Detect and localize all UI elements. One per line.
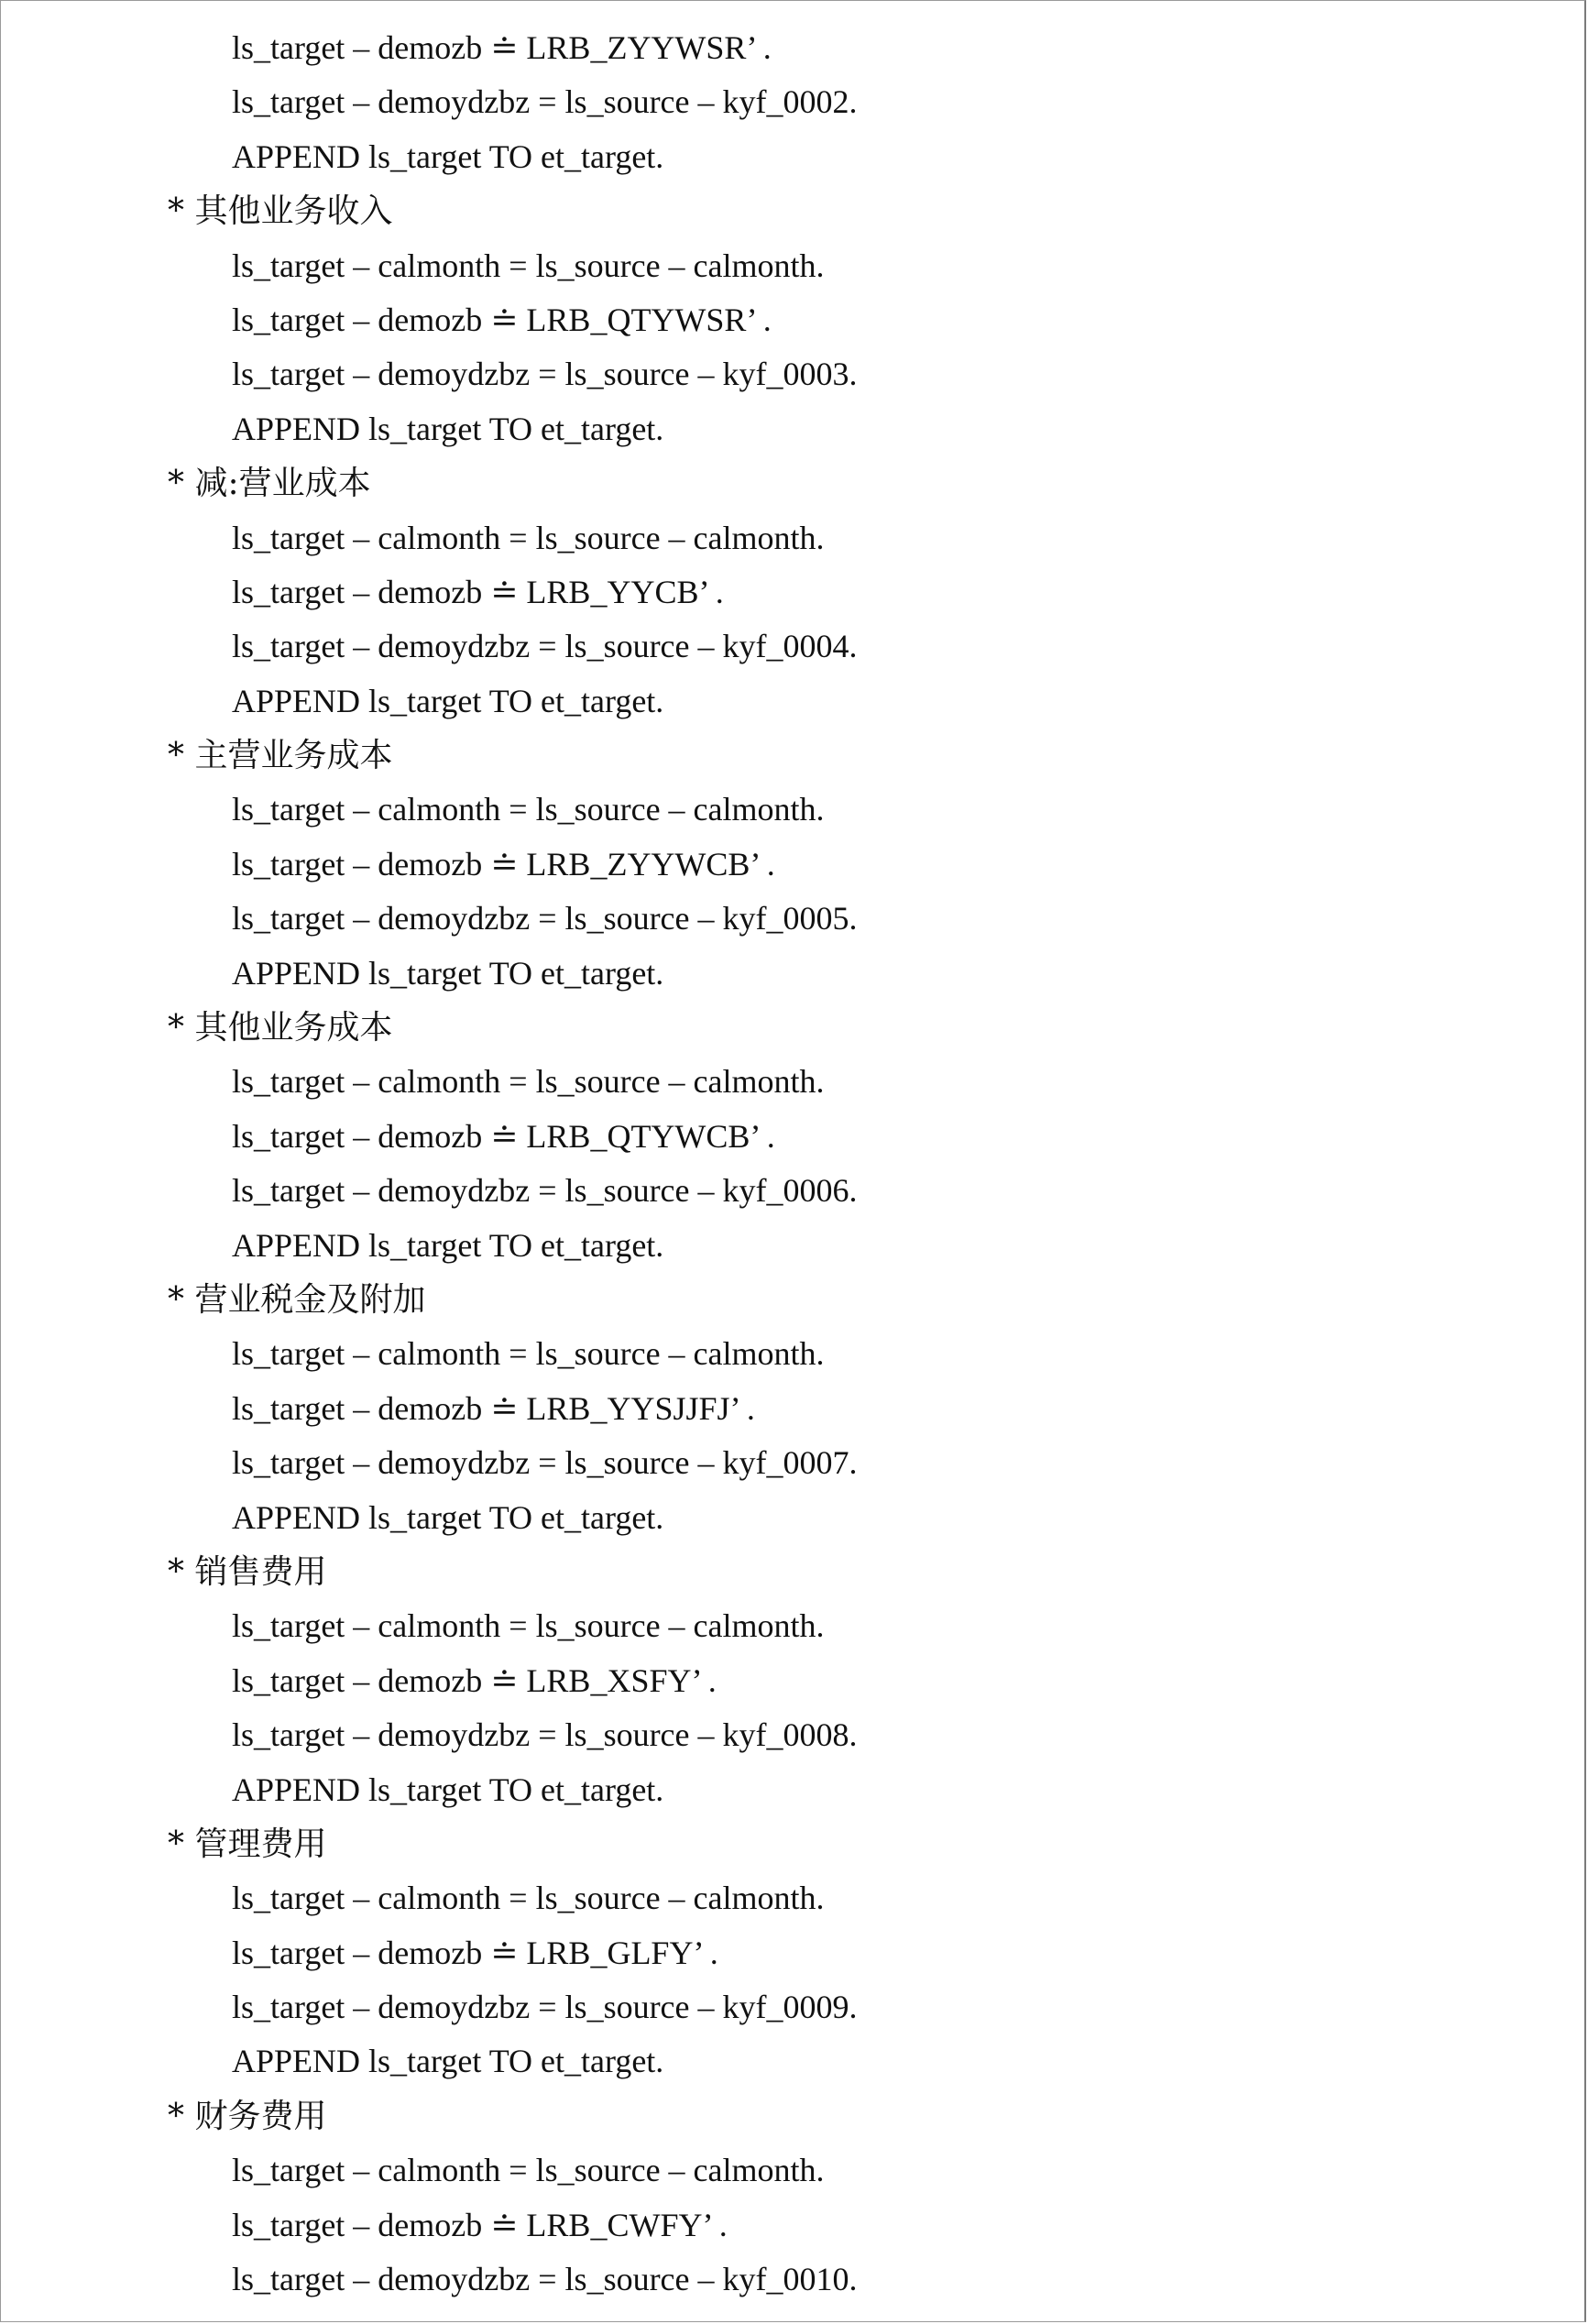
code-comment-line: * 财务费用 [168,2097,327,2135]
code-comment-line: * 营业税金及附加 [168,1280,426,1319]
code-statement-line: ls_target – demozb ≐ LRB_QTYWCB’ . [232,1117,775,1155]
code-statement-line: ls_target – calmonth = ls_source – calmonth. [232,1607,825,1645]
code-statement-line: APPEND ls_target TO et_target. [232,2043,664,2080]
code-statement-line: ls_target – demozb ≐ LRB_ZYYWSR’ . [232,29,772,66]
code-statement-line: APPEND ls_target TO et_target. [232,954,664,992]
code-statement-line: APPEND ls_target TO et_target. [232,1498,664,1536]
code-comment-line: * 管理费用 [168,1825,327,1863]
code-statement-line: ls_target – demozb ≐ LRB_YYCB’ . [232,573,724,610]
code-comment-line: * 减:营业成本 [168,465,371,503]
code-comment-line: * 其他业务成本 [168,1009,393,1047]
code-statement-line: ls_target – demoydzbz = ls_source – kyf_0005. [232,900,858,937]
code-statement-line: ls_target – demozb ≐ LRB_XSFY’ . [232,1661,717,1699]
code-statement-line: ls_target – calmonth = ls_source – calmonth. [232,1063,825,1101]
code-statement-line: ls_target – demozb ≐ LRB_GLFY’ . [232,1934,718,1971]
code-statement-line: ls_target – calmonth = ls_source – calmonth. [232,1880,825,1917]
code-statement-line: ls_target – demoydzbz = ls_source – kyf_0010. [232,2261,858,2298]
code-statement-line: APPEND ls_target TO et_target. [232,1226,664,1264]
code-listing [1,21,1584,2307]
code-statement-line: ls_target – calmonth = ls_source – calmonth. [232,1335,825,1373]
code-statement-line: ls_target – demoydzbz = ls_source – kyf_0007. [232,1444,858,1482]
code-comment-line: * 主营业务成本 [168,737,393,775]
code-statement-line: ls_target – demoydzbz = ls_source – kyf_0008. [232,1716,858,1754]
code-statement-line: ls_target – demoydzbz = ls_source – kyf_0002. [232,83,858,121]
code-statement-line: ls_target – calmonth = ls_source – calmonth. [232,519,825,556]
code-statement-line: ls_target – demoydzbz = ls_source – kyf_0003. [232,356,858,393]
code-statement-line: ls_target – demozb ≐ LRB_CWFY’ . [232,2206,728,2243]
code-statement-line: APPEND ls_target TO et_target. [232,410,664,447]
code-statement-line: ls_target – demozb ≐ LRB_ZYYWCB’ . [232,845,775,882]
code-statement-line: ls_target – calmonth = ls_source – calmonth. [232,247,825,284]
code-statement-line: APPEND ls_target TO et_target. [232,137,664,175]
code-statement-line: APPEND ls_target TO et_target. [232,1770,664,1808]
code-statement-line: ls_target – demoydzbz = ls_source – kyf_0006. [232,1172,858,1210]
code-statement-line: APPEND ls_target TO et_target. [232,682,664,719]
code-statement-line: ls_target – demozb ≐ LRB_QTYWSR’ . [232,301,772,338]
code-statement-line: ls_target – calmonth = ls_source – calmonth. [232,2152,825,2189]
code-comment-line: * 销售费用 [168,1552,327,1591]
code-statement-line: ls_target – demoydzbz = ls_source – kyf_0004. [232,628,858,665]
code-statement-line: ls_target – demozb ≐ LRB_YYSJJFJ’ . [232,1389,755,1427]
code-comment-line: * 其他业务收入 [168,192,393,231]
code-statement-line: ls_target – calmonth = ls_source – calmonth. [232,791,825,828]
code-statement-line: ls_target – demoydzbz = ls_source – kyf_0009. [232,1989,858,2026]
